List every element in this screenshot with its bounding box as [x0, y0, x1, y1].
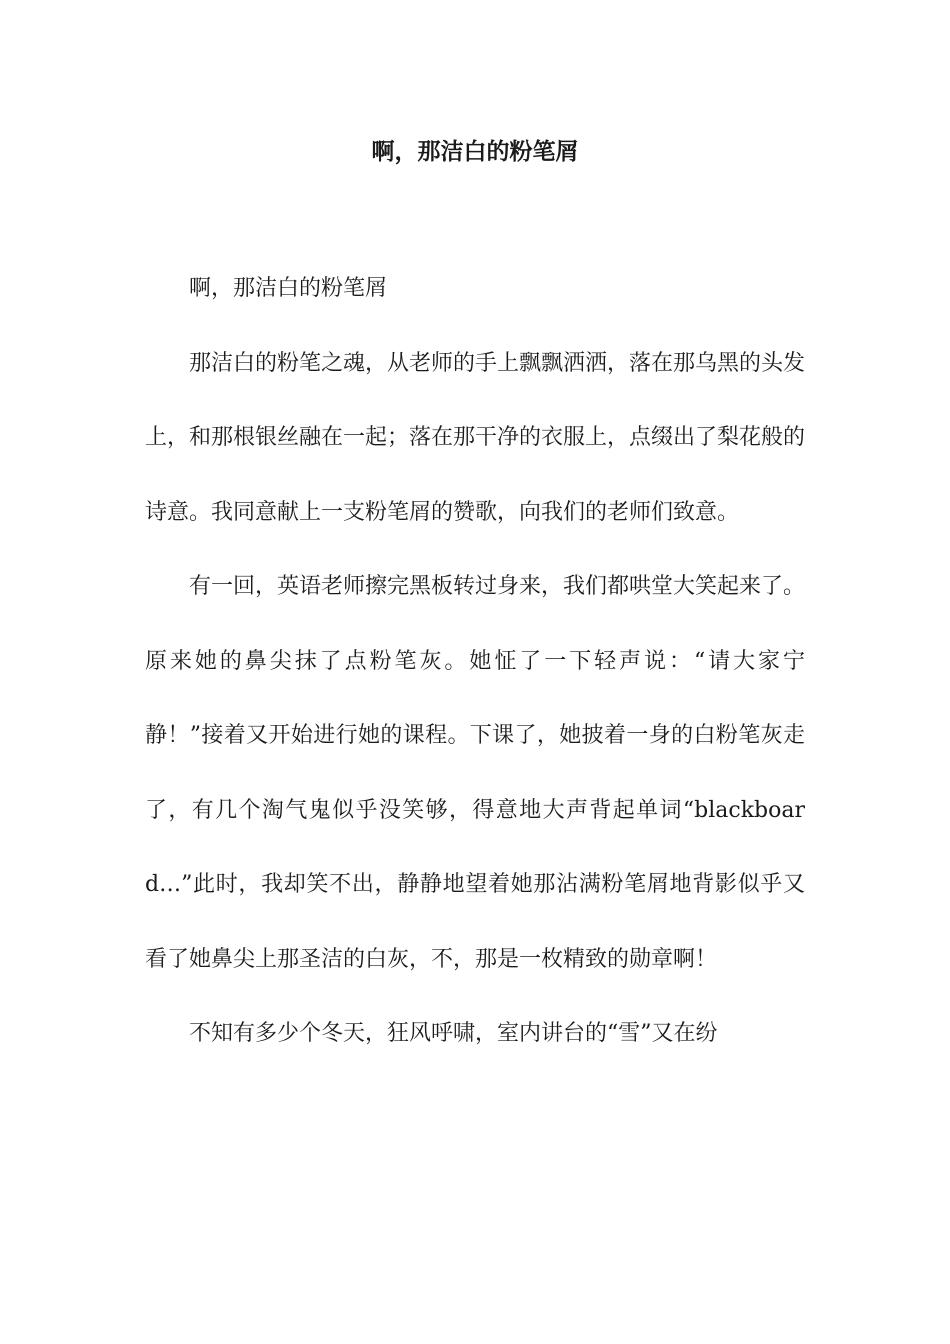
document-title: 啊，那洁白的粉笔屑 — [371, 139, 579, 165]
paragraph-2: 有一回，英语老师擦完黑板转过身来，我们都哄堂大笑起来了。原来她的鼻尖抹了点粉笔灰。她怔了一下轻声说：“请大家宁静！”接着又开始进行她的课程。下课了，她披着一身的白粉笔灰走了，有几个淘气鬼似乎没笑够，得意地大声背起单词“blackboard…”此时，我却笑不出，静静地望着她那沾满粉笔屑地背影似乎又看了她鼻尖上那圣洁的白灰，不，那是一枚精致的勋章啊！ — [145, 574, 806, 972]
paragraph-3: 不知有多少个冬天，狂风呼啸，室内讲台的“雪”又在纷 — [189, 1021, 718, 1046]
paragraph-subtitle: 啊，那洁白的粉笔屑 — [189, 276, 388, 301]
document-body — [145, 252, 805, 1072]
paragraph-1: 那洁白的粉笔之魂，从老师的手上飘飘洒洒，落在那乌黑的头发上，和那根银丝融在一起；落在那干净的衣服上，点缀出了梨花般的诗意。我同意献上一支粉笔屑的赞歌，向我们的老师们致意。 — [145, 350, 806, 525]
